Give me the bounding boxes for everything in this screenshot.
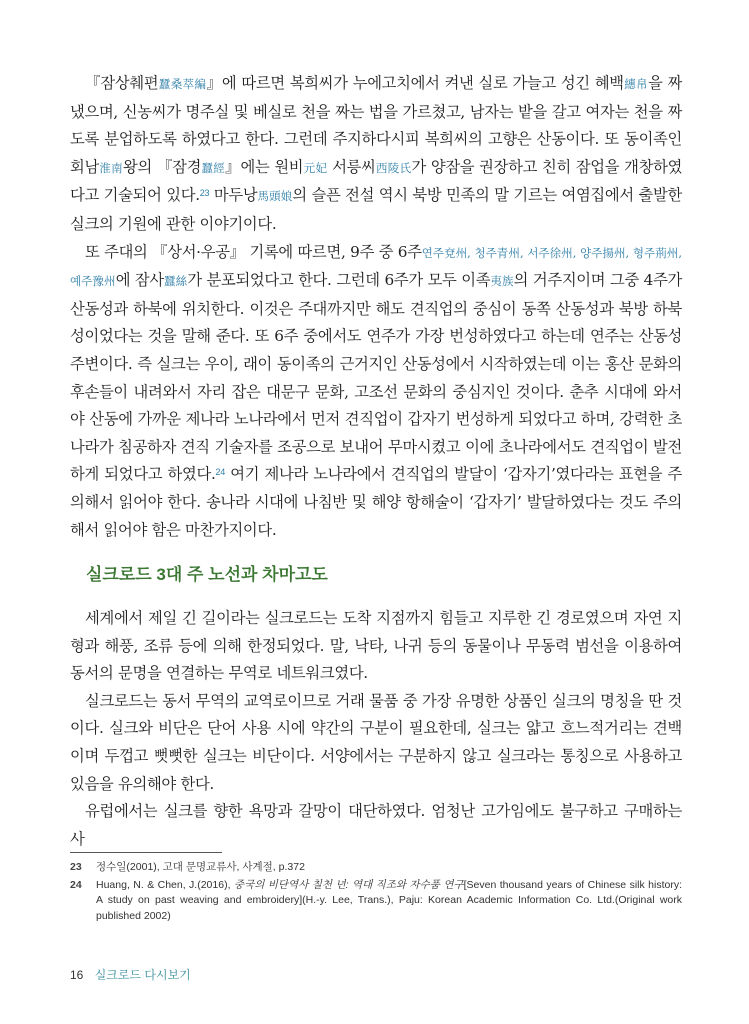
footnote-book-title: 중국의 비단역사 칠천 년: 역대 직조와 자수품 연구 xyxy=(233,878,464,891)
hanja-gloss: 繐帛 xyxy=(623,77,649,91)
paragraph: 『잠상췌편蠶桑萃編』에 따르면 복희씨가 누에고치에서 켜낸 실로 가늘고 성긴 혜백繐帛을 짜 냈으며, 신농씨가 명주실 및 베실로 천을 짜는 법을 가르쳤고, 남자는 밭을 갈고 여자는 천을 짜도록 분업하도록 하였다고 한다. 그런데 주지하다시피 복희씨의 고향은 산동이다. 또 동이족인 회남淮南왕의 『잠경蠶經』에는 원비元妃 서릉씨西陵氏가 양잠을 권장하고 친히 잠업을 개창하였다고 기술되어 있다.$^{23}$ 마두낭馬頭娘의 슬픈 전설 역시 북방 민족의 말 기르는 여염집에서 출발한 실크의 기원에 관한 이야기이다. xyxy=(70,74,683,233)
footnotes xyxy=(70,860,682,926)
page-number: 16 xyxy=(70,968,84,982)
hanja-gloss: 蠶絲 xyxy=(163,274,188,289)
footnote-reference: 23 xyxy=(199,188,210,199)
hanja-gloss: 馬頭娘 xyxy=(257,189,293,204)
body-text xyxy=(70,70,682,544)
hanja-gloss: 西陵氏 xyxy=(375,160,412,175)
hanja-gloss: 淮南 xyxy=(98,160,123,175)
hanja-gloss: 元妃 xyxy=(303,160,328,175)
hanja-gloss: 夷族 xyxy=(490,274,514,289)
paragraph: 실크로드는 동서 무역의 교역로이므로 거래 물품 중 가장 유명한 상품인 실크의 명칭을 딴 것이다. 실크와 비단은 단어 사용 시에 약간의 구분이 필요한데, 실크는 얇고 흐느적거리는 견백이며 두껍고 뻣뻣한 실크는 비단이다. 서양에서는 구분하지 않고 실크라는 통칭으로 사용하고 있음을 유의해야 한다. xyxy=(70,691,682,793)
hanja-gloss: 蠶經 xyxy=(201,160,226,175)
section-title: 실크로드 3대 주 노선과 차마고도 xyxy=(86,565,328,584)
footnote-number: 24 xyxy=(70,878,82,891)
footnote-text xyxy=(96,878,682,925)
footnote-reference: 24 xyxy=(215,467,225,478)
running-title: 실크로드 다시보기 xyxy=(94,968,191,982)
footnote-text: 정수일(2001), 고대 문명교류사, 사계절, p.372 xyxy=(96,861,305,873)
body-text-section xyxy=(70,605,682,853)
footnote-citation-rest: [Seven thousand years of Chinese silk history: A study on past weaving and embroidery](H.-y. Lee, Trans.), Paju: Korean Academic Information Co. Ltd.(Original work published 2002) xyxy=(96,878,682,922)
footnote xyxy=(70,860,682,876)
hanja-gloss: 연주兗州, 청주青州, 서주徐州, 양주揚州, 형주荊州, 예주豫州 xyxy=(70,245,682,289)
hanja-gloss: 蠶桑萃編 xyxy=(158,77,207,91)
footnote-number: 23 xyxy=(70,861,82,873)
footnote-divider xyxy=(70,852,222,853)
paragraph: 유럽에서는 실크를 향한 욕망과 갈망이 대단하였다. 엄청난 고가임에도 불구하고 구매하는 사 xyxy=(70,802,682,848)
paragraph: 세계에서 제일 긴 길이라는 실크로드는 도착 지점까지 힘들고 지루한 긴 경로였으며 자연 지형과 해풍, 조류 등에 의해 한정되었다. 말, 낙타, 나귀 등의 동물이나 무동력 범선을 이용하여 동서의 문명을 연결하는 무역로 네트워크였다. xyxy=(70,609,682,683)
footnote-citation: Huang, N. & Chen, J.(2016), xyxy=(96,878,234,891)
footnote xyxy=(70,878,682,925)
paragraph: 또 주대의 『상서·우공』 기록에 따르면, 9주 중 6주연주兗州, 청주青州, 서주徐州, 양주揚州, 형주荊州, 예주豫州에 잠사蠶絲가 분포되었다고 한다. 그런데 6주가 모두 이족夷族의 거주지이며 그중 4주가 산동성과 하북에 위치한다. 이것은 주대까지만 해도 견직업의 중심이 동쪽 산동성과 북방 하북성이었다는 것을 말해 준다. 또 6주 중에서도 연주가 가장 번성하였다고 하는데 연주는 산동성 주변이다. 즉 실크는 우이, 래이 동이족의 근거지인 산동성에서 시작하였는데 이는 홍산 문화의 후손들이 내려와서 자리 잡은 대문구 문화, 고조선 문화의 중심지인 것이다. 춘추 시대에 와서야 산동에 가까운 제나라 노나라에서 먼저 견직업이 갑자기 번성하게 되었다고 하며, 강력한 초나라가 침공하자 견직 기술자를 조공으로 보내어 무마시켰고 이에 초나라에서도 견직업이 발전하게 되었다고 하였다.$^{24}$ 여기 제나라 노나라에서 견직업의 발달이 ‘갑자기’였다라는 표현을 주의해서 읽어야 한다. 송나라 시대에 나침반 및 해양 항해술이 ‘갑자기’ 발달하였다는 것도 주의해서 읽어야 함은 마찬가지이다. xyxy=(70,242,683,539)
page-footer xyxy=(70,966,191,983)
